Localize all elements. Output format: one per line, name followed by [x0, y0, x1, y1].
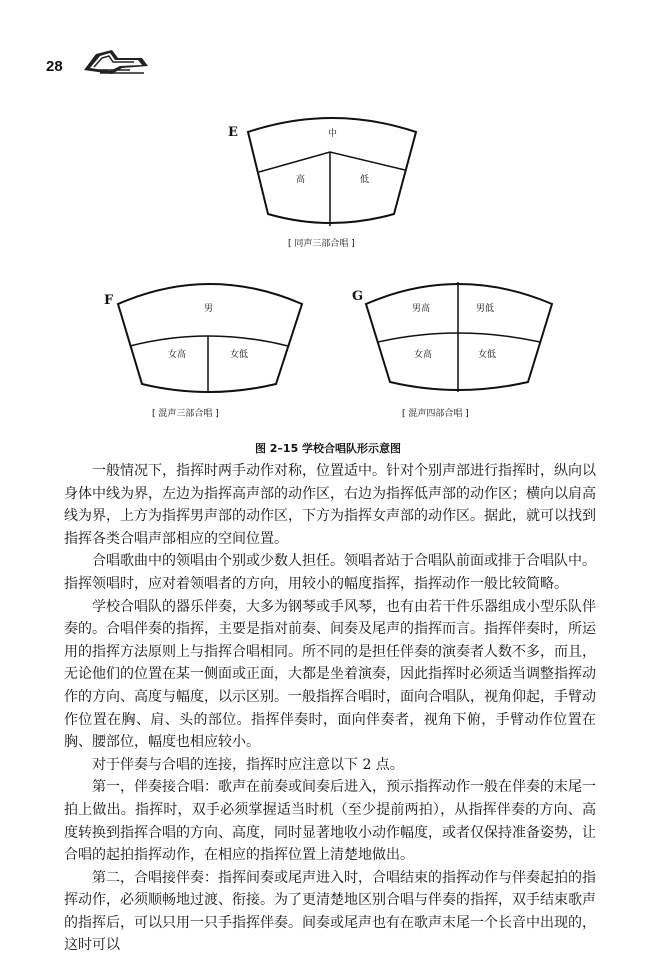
figure-g-label-top-left: 男高 — [412, 304, 431, 314]
paragraph: 学校合唱队的器乐伴奏，大多为钢琴或手风琴，也有由若干件乐器组成小型乐队伴奏的。合唱伴奏的指挥，主要是指对前奏、间奏及尾声的指挥而言。指挥伴奏时，所运用的指挥方法原则上与指挥合唱相同。所不同的是担任伴奏的演奏者人数不多，而且，无论他们的位置在某一侧面或正面，大都是坐着演奏，因此指挥时必须适当调整指挥动作的方向、高度与幅度，以示区别。一般指挥合唱时，面向合唱队，视角仰起，手臂动作位置在胸、肩、头的部位。指挥伴奏时，面向伴奏者，视角下俯，手臂动作位置在胸、腰部位，幅度也相应较小。 — [64, 598, 596, 751]
page-number: 28 — [46, 58, 63, 75]
figure-f-label-right: 女低 — [230, 350, 249, 360]
figure-g-label-bottom-right: 女低 — [478, 350, 497, 360]
figure-g-label-top-right: 男低 — [476, 304, 495, 314]
figure-f-label-top: 男 — [204, 304, 214, 314]
paragraph: 第一，伴奏接合唱：歌声在前奏或间奏后进入，预示指挥动作一般在伴奏的末尾一拍上做出。指挥时，双手必须掌握适当时机（至少提前两拍），从指挥伴奏的方向、高度转换到指挥合唱的方向、高度，同时显著地收小动作幅度，或者仅保持准备姿势，让合唱的起拍指挥动作，在相应的指挥位置上清楚地做出。 — [64, 779, 596, 864]
figure-g — [352, 282, 552, 392]
paragraph: 对于伴奏与合唱的连接，指挥时应注意以下 2 点。 — [92, 756, 404, 773]
figure-e-label-top: 中 — [328, 129, 338, 139]
figure-e-caption: [ 同声三部合唱 ] — [288, 239, 355, 249]
figure-g-label-bottom-left: 女高 — [414, 350, 433, 360]
figure-e-label-left: 高 — [296, 175, 306, 185]
paragraph: 一般情况下，指挥时两手动作对称，位置适中。针对个别声部进行指挥时，纵向以身体中线为界，左边为指挥高声部的动作区，右边为指挥低声部的动作区；横向以肩高线为界，上方为指挥男声部的动作区，下方为指挥女声部的动作区。据此，就可以找到指挥各类合唱声部相应的空间位置。 — [64, 463, 596, 547]
figure-g-letter: G — [352, 289, 364, 304]
figure-title: 图 2–15 学校合唱队形示意图 — [254, 442, 402, 455]
figure-f — [104, 284, 302, 392]
figure-f-label-left: 女高 — [168, 350, 187, 360]
figure-e-letter: E — [228, 125, 238, 140]
figure-f-letter: F — [104, 293, 114, 308]
figure-f-caption: [ 混声三部合唱 ] — [152, 409, 219, 419]
paragraph: 合唱歌曲中的领唱由个别或少数人担任。领唱者站于合唱队前面或排于合唱队中。指挥领唱时，应对着领唱者的方向，用较小的幅度指挥，指挥动作一般比较简略。 — [64, 553, 596, 592]
body-text — [64, 460, 596, 957]
paragraph: 第二，合唱接伴奏：指挥间奏或尾声进入时，合唱结束的指挥动作与伴奏起拍的指挥动作，必须顺畅地过渡、衔接。为了更清楚地区别合唱与伴奏的指挥，双手结束歌声的指挥后，可以只用一只手指挥伴奏。间奏或尾声也有在歌声末尾一个长音中出现的，这时可以 — [64, 869, 596, 954]
formation-diagrams — [0, 0, 656, 440]
figure-e — [228, 118, 416, 226]
figure-g-caption: [ 混声四部合唱 ] — [402, 409, 469, 419]
figure-e-label-right: 低 — [360, 175, 370, 185]
